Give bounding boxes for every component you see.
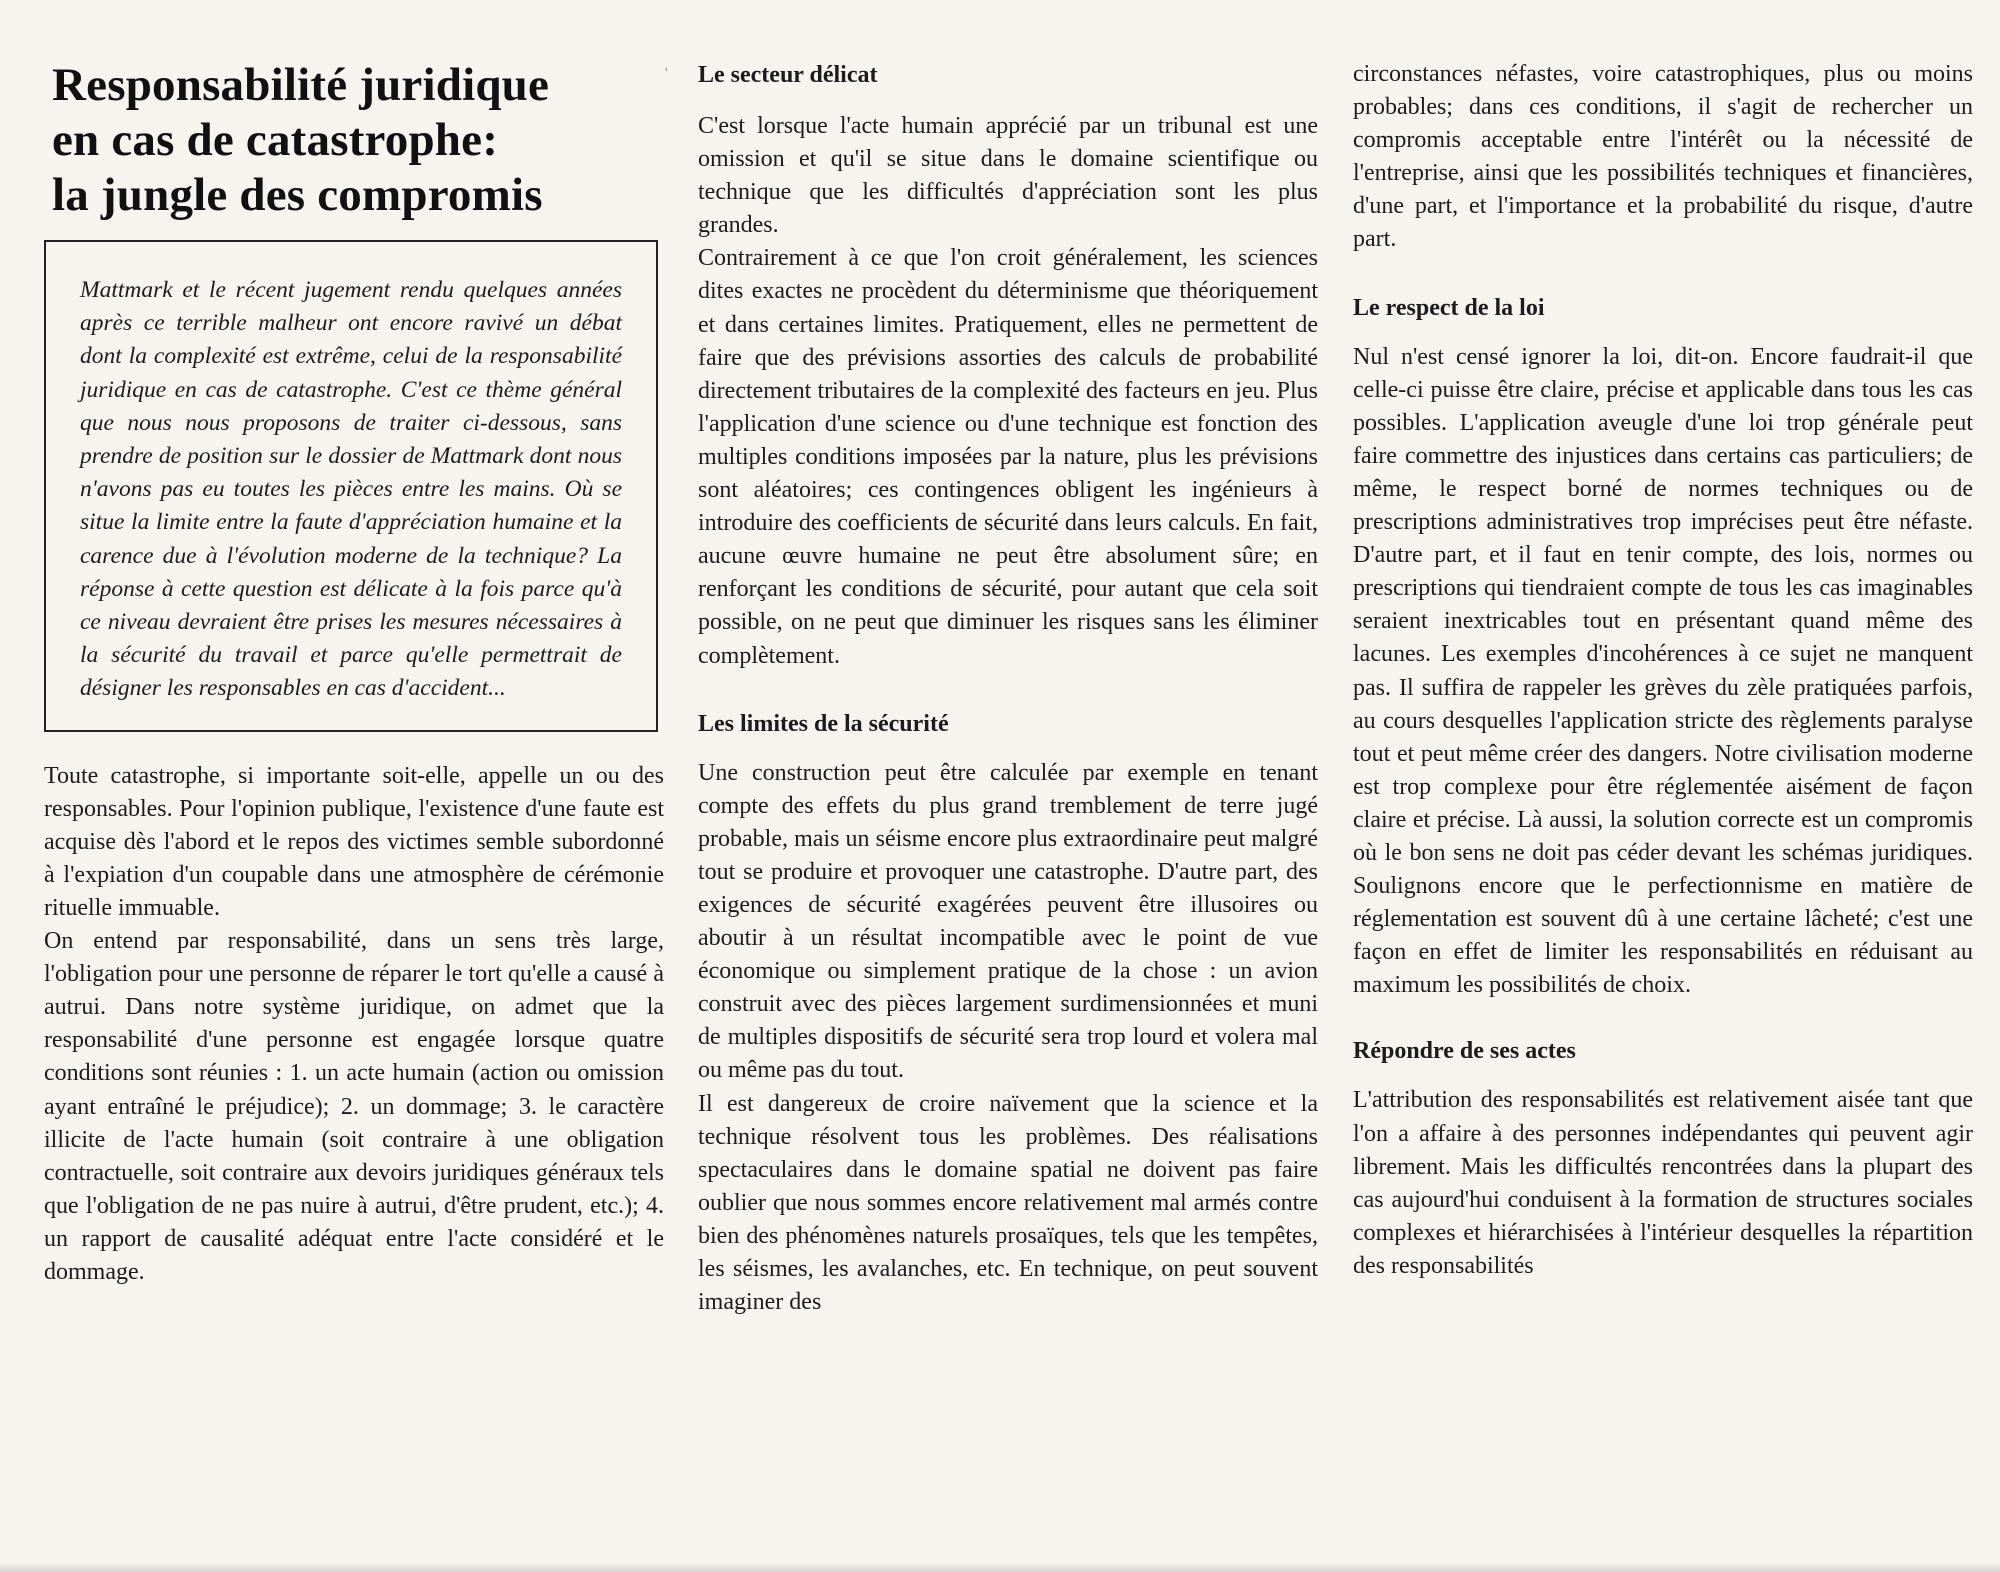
article-title [52,58,664,223]
title-line: la jungle des compromis [52,169,543,221]
column-1 [44,0,664,1289]
body-paragraph: Contrairement à ce que l'on croit généralement, les sciences dites exactes ne procèdent du déterminisme que théoriquement et dans certaines limites. Pratiquement, elles ne permettent de faire que des prévisions assorties des calculs de probabilité directement tributaires de la complexité des facteurs en jeu. Plus l'application d'une science ou d'une technique est fonction des multiples conditions imposées par la nature, plus les prévisions sont aléatoires; ces contingences obligent les ingénieurs à introduire des coefficients de sécurité dans leurs calculs. En fait, aucune œuvre humaine ne peut être absolument sûre; en renforçant les conditions de sécurité, pour autant que cela soit possible, on ne peut que diminuer les risques sans les éliminer complètement. [698,245,1318,669]
lead-box [44,240,658,732]
body-paragraph: Une construction peut être calculée par exemple en tenant compte des effets du plus grand tremblement de terre jugé probable, mais un séisme encore plus extraordinaire peut malgré tout se produire et provoquer une catastrophe. D'autre part, des exigences de sécurité exagérées peuvent être illusoires ou aboutir à un résultat incompatible avec le point de vue économique ou simplement pratique de la chose : un avion construit avec des pièces largement surdimensionnées et muni de multiples dispositifs de sécurité sera trop lourd et volera mal ou même pas du tout. [698,759,1318,1084]
body-paragraph: L'attribution des responsabilités est relativement aisée tant que l'on a affaire à des personnes indépendantes qui peuvent agir librement. Mais les difficultés rencontrées dans la plupart des cas aujourd'hui conduisent à la formation de structures sociales complexes et hiérarchisées à l'intérieur desquelles la répartition des responsabilités [1353,1087,1973,1279]
section-heading: Répondre de ses actes [1353,1038,1576,1065]
title-line: Responsabilité juridique [52,59,550,111]
section-heading: Le secteur délicat [698,62,878,88]
lead-paragraph: Mattmark et le récent jugement rendu quelques années après ce terrible malheur ont encore ravivé un débat dont la complexité est extrême, celui de la responsabilité juridique en cas de catastrophe. C'est ce thème général que nous nous proposons de traiter ci-dessous, sans prendre de position sur le dossier de Mattmark dont nous n'avons pas eu toutes les pièces entre les mains. Où se situe la limite entre la faute d'appréciation humaine et la carence due à l'évolution moderne de la technique? La réponse à cette question est délicate à la fois parce qu'à ce niveau devraient être prises les mesures nécessaires à la sécurité du travail et parce qu'elle permettrait de désigner les responsables en cas d'accident... [80,277,622,702]
column-3 [1353,0,1973,1283]
body-paragraph: circonstances néfastes, voire catastrophiques, plus ou moins probables; dans ces conditions, il s'agit de rechercher un compromis acceptable entre l'intérêt ou la nécessité de l'entreprise, ainsi que les possibilités techniques et financières, d'une part, et l'importance et la probabilité du risque, d'autre part. [1353,61,1973,253]
print-speck: ' [665,66,668,81]
section-heading: Les limites de la sécurité [698,710,949,737]
body-paragraph: Toute catastrophe, si importante soit-elle, appelle un ou des responsables. Pour l'opinion publique, l'existence d'une faute est acquise dès l'abord et le repos des victimes semble subordonné à l'expiation d'un coupable dans une atmosphère de cérémonie rituelle immuable. [44,762,664,922]
section-heading: Le respect de la loi [1353,294,1545,321]
body-paragraph: On entend par responsabilité, dans un sens très large, l'obligation pour une personne de réparer le tort qu'elle a causé à autrui. Dans notre système juridique, on admet que la responsabilité d'une personne est engagée lorsque quatre conditions sont réunies : 1. un acte humain (action ou omission ayant entraîné le préjudice); 2. un dommage; 3. le caractère illicite de l'acte humain (soit contraire à une obligation contractuelle, soit contraire aux devoirs juridiques généraux tels que l'obligation de ne pas nuire à autrui, d'être prudent, etc.); 4. un rapport de causalité adéquat entre l'acte considéré et le dommage. [44,928,664,1286]
body-paragraph: C'est lorsque l'acte humain apprécié par un tribunal est une omission et qu'il se situe dans le domaine scientifique ou technique que les difficultés d'appréciation sont les plus grandes. [698,113,1318,239]
body-paragraph: Il est dangereux de croire naïvement que la science et la technique résolvent tous les problèmes. Des réalisations spectaculaires dans le domaine spatial ne doivent pas faire oublier que nous sommes encore relativement mal armés contre bien des phénomènes naturels prosaïques, tels que les tempêtes, les séismes, les avalanches, etc. En technique, on peut souvent imaginer des [698,1090,1318,1316]
page-edge-shadow [0,1562,2000,1572]
title-line: en cas de catastrophe: [52,114,499,166]
column-2 [698,0,1318,1319]
body-paragraph: Nul n'est censé ignorer la loi, dit-on. Encore faudrait-il que celle-ci puisse être claire, précise et applicable dans tous les cas possibles. L'application aveugle d'une loi trop générale peut faire commettre des injustices dans certains cas particuliers; de même, le respect borné de normes techniques ou de prescriptions administratives trop imprécises peut être néfaste. D'autre part, et il faut en tenir compte, des lois, normes ou prescriptions qui tiendraient compte de tous les cas imaginables seraient inextricables tout en présentant quand même des lacunes. Les exemples d'incohérences à ce sujet ne manquent pas. Il suffira de rappeler les grèves du zèle pratiquées parfois, au cours desquelles l'application stricte des règlements paralyse tout et peut même créer des dangers. Notre civilisation moderne est trop complexe pour être réglementée aisément de façon claire et précise. Là aussi, la solution correcte est un compromis où le bon sens ne doit pas céder devant les schémas juridiques. Soulignons encore que le perfectionnisme en matière de réglementation est souvent dû à une certaine lâcheté; c'est une façon en effet de limiter les responsabilités en réduisant au maximum les possibilités de choix. [1353,343,1973,999]
